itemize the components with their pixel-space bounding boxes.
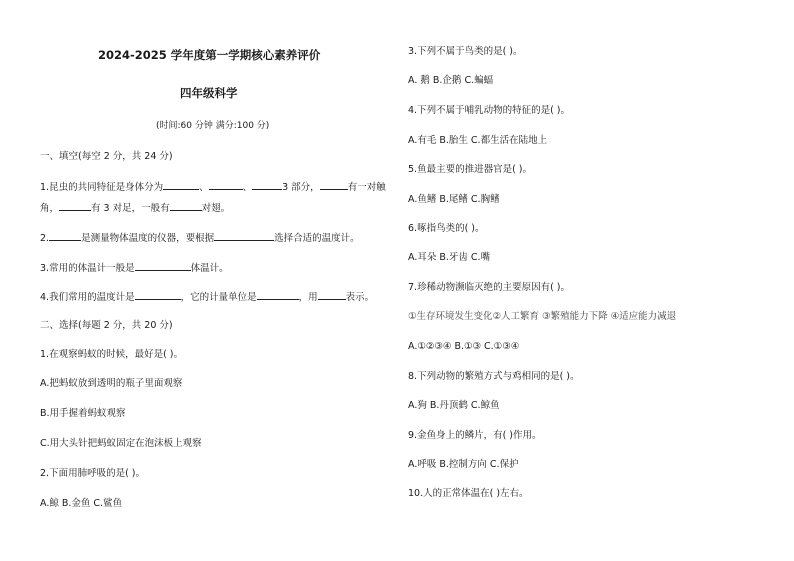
s2-q1: 1.在观察蚂蚁的时候，最好是( )。 — [40, 349, 183, 360]
r-q4-options: A.有毛 B.胎生 C.都生活在陆地上 — [408, 135, 548, 146]
r-q7-statements: ①生存环境发生变化②人工繁育 ③繁殖能力下降 ④适应能力减退 — [408, 311, 677, 322]
r-q9: 9.金鱼身上的鳞片，有( )作用。 — [408, 430, 542, 441]
blank[interactable] — [170, 201, 202, 211]
blank[interactable] — [214, 231, 274, 241]
s1-q3 — [40, 261, 229, 275]
text: 3 部分， — [282, 182, 320, 193]
r-q5: 5.鱼最主要的推进器官是( )。 — [408, 164, 532, 175]
text: 4.我们常用的温度计是 — [40, 292, 135, 303]
blank[interactable] — [252, 180, 282, 190]
r-q3: 3.下列不属于鸟类的是( )。 — [408, 46, 523, 57]
s2-q1-option-a: A.把蚂蚁放到透明的瓶子里面观察 — [40, 378, 183, 389]
text: 选择合适的温度计。 — [274, 233, 360, 244]
text: ，用 — [298, 292, 318, 303]
blank[interactable] — [318, 290, 346, 300]
s1-q1-line2 — [40, 201, 230, 215]
s2-q2-options: A.鲸 B.金鱼 C.鲨鱼 — [40, 498, 123, 509]
text: 有一对触 — [347, 182, 386, 193]
blank[interactable] — [257, 290, 299, 300]
r-q6-options: A.耳朵 B.牙齿 C.嘴 — [408, 252, 491, 263]
section1-heading: 一、填空(每空 2 分，共 24 分) — [40, 151, 173, 162]
s1-q1-line1 — [40, 180, 386, 194]
text: 是测量物体温度的仪器，要根据 — [81, 233, 215, 244]
r-q8-options: A.狗 B.丹顶鹤 C.鲸鱼 — [408, 400, 500, 411]
r-q3-options: A. 鹅 B.企鹅 C.蝙蝠 — [408, 75, 494, 86]
exam-title: 2024-2025 学年度第一学期核心素养评价 — [98, 48, 321, 62]
subject-title: 四年级科学 — [180, 86, 238, 100]
text: 、 — [242, 182, 253, 193]
s2-q1-option-b: B.用手握着蚂蚁观察 — [40, 408, 126, 419]
text: ，它的计量单位是 — [180, 292, 257, 303]
blank[interactable] — [135, 261, 191, 271]
section2-heading: 二、选择(每题 2 分，共 20 分) — [40, 320, 173, 331]
exam-meta: (时间:60 分钟 满分:100 分) — [156, 121, 270, 131]
r-q8: 8.下列动物的繁殖方式与鸡相同的是( )。 — [408, 371, 580, 382]
r-q10: 10.人的正常体温在( )左右。 — [408, 488, 529, 499]
r-q7: 7.珍稀动物濒临灭绝的主要原因有( )。 — [408, 282, 570, 293]
blank[interactable] — [209, 180, 243, 190]
text: 2. — [40, 233, 50, 244]
text: 体温计。 — [190, 263, 229, 274]
text: 角， — [40, 203, 60, 214]
blank[interactable] — [49, 231, 81, 241]
s1-q2 — [40, 231, 360, 245]
blank[interactable] — [320, 180, 348, 190]
r-q7-options: A.①②③④ B.①③ C.①③④ — [408, 341, 520, 352]
blank[interactable] — [163, 180, 199, 190]
r-q5-options: A.鱼鳍 B.尾鳍 C.胸鳍 — [408, 194, 500, 205]
r-q9-options: A.呼吸 B.控制方向 C.保护 — [408, 459, 519, 470]
text: 有 3 对足，一般有 — [91, 203, 170, 214]
text: 3.常用的体温计一般是 — [40, 263, 135, 274]
r-q6: 6.啄指鸟类的( )。 — [408, 223, 485, 234]
s1-q4 — [40, 290, 374, 304]
s2-q1-option-c: C.用大头针把蚂蚁固定在泡沫板上观察 — [40, 438, 202, 449]
r-q4: 4.下列不属于哺乳动物的特征的是( )。 — [408, 105, 570, 116]
blank[interactable] — [135, 290, 181, 300]
text: 、 — [199, 182, 209, 193]
text: 表示。 — [345, 292, 375, 303]
s2-q2: 2.下面用肺呼吸的是( )。 — [40, 468, 145, 479]
blank[interactable] — [59, 201, 91, 211]
text: 对翅。 — [201, 203, 231, 214]
text: 1.昆虫的共同特征是身体分为 — [40, 182, 164, 193]
